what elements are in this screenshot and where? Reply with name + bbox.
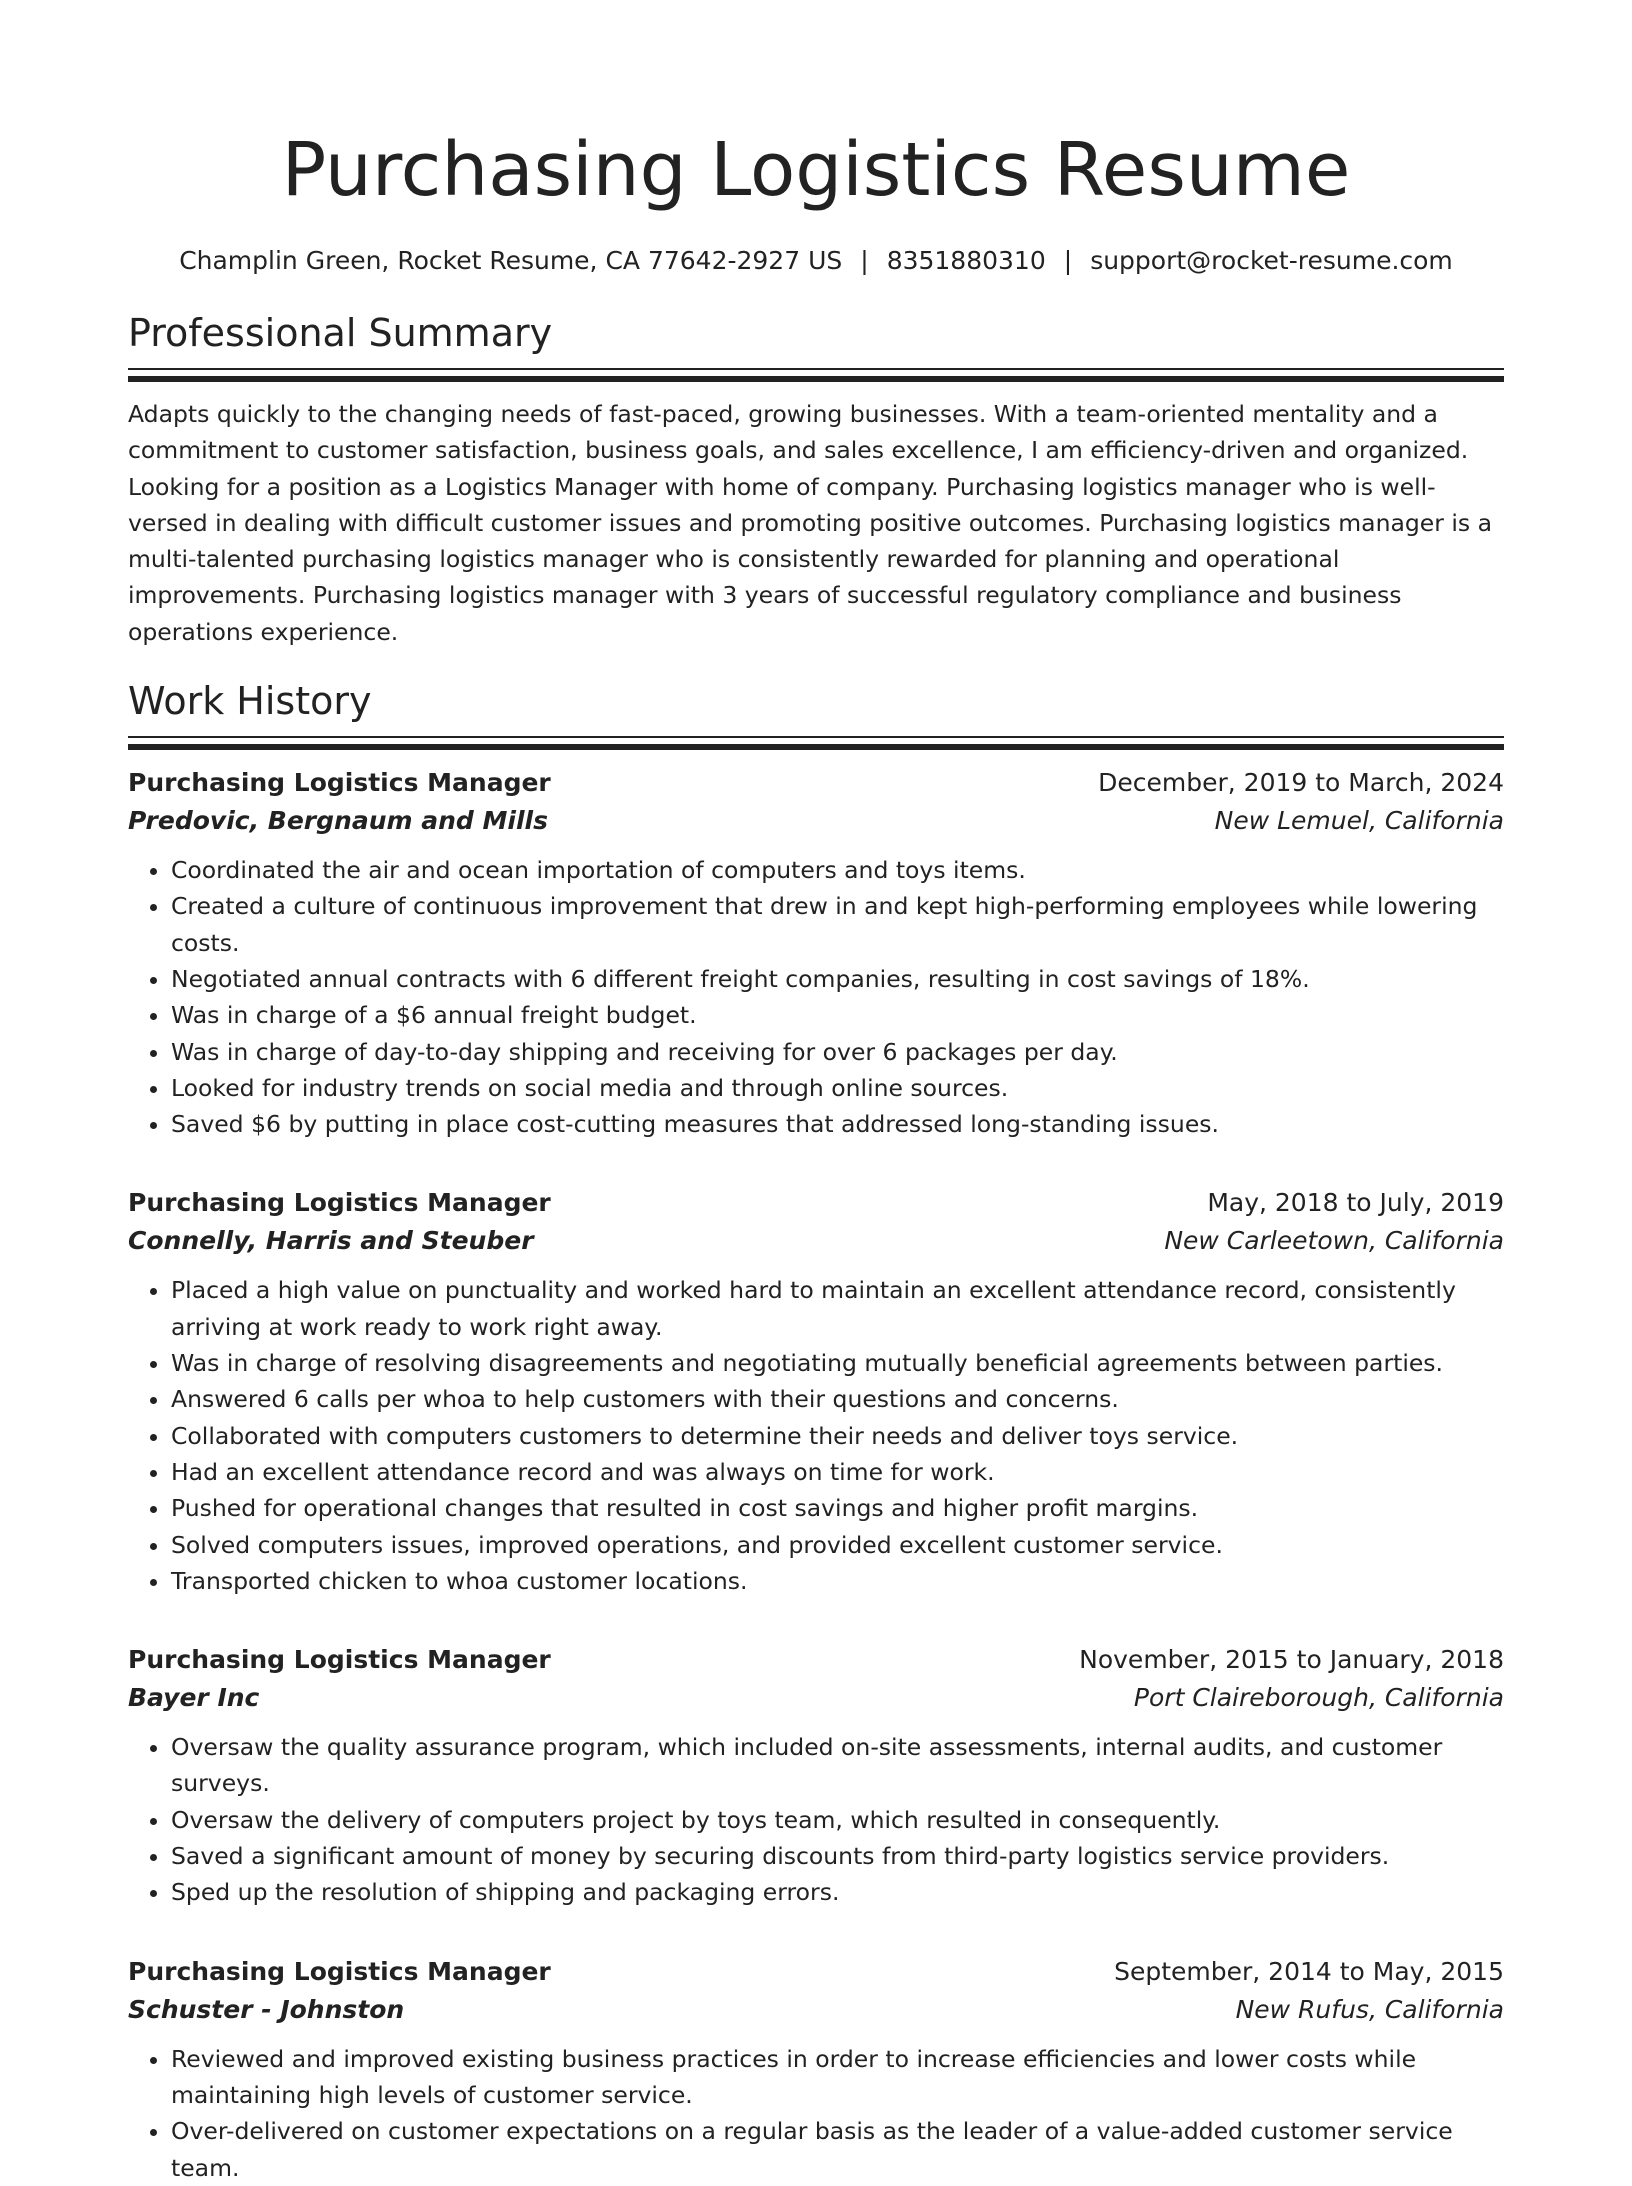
job-entry xyxy=(128,764,1504,1142)
job-bullet: • Was in charge of resolving disagreements and negotiating mutually beneficial agreements between parties. xyxy=(171,1345,1504,1381)
summary-section xyxy=(128,308,1504,650)
job-company: Predovic, Bergnaum and Mills xyxy=(128,806,548,836)
job-company: Schuster - Johnston xyxy=(128,1994,405,2024)
job-bullet-list xyxy=(128,1272,1504,1599)
job-header xyxy=(128,1184,1504,1222)
contact-phone: 8351880310 xyxy=(886,246,1046,275)
job-dates: September, 2014 to May, 2015 xyxy=(1114,1956,1504,1986)
work-history-section xyxy=(128,676,1504,2186)
job-bullet: • Saved a significant amount of money by securing discounts from third-party logistics service providers. xyxy=(171,1838,1504,1874)
job-header xyxy=(128,1953,1504,1991)
work-history-heading: Work History xyxy=(128,679,372,724)
job-location: Port Claireborough, California xyxy=(1133,1683,1504,1713)
job-bullet-list xyxy=(128,2041,1504,2186)
job-subheader xyxy=(128,802,1504,840)
job-bullet: • Placed a high value on punctuality and worked hard to maintain an excellent attendance record, consistently arriving at work ready to work right away. xyxy=(171,1272,1504,1345)
job-bullet: • Negotiated annual contracts with 6 different freight companies, resulting in cost savings of 18%. xyxy=(171,961,1504,997)
job-title: Purchasing Logistics Manager xyxy=(128,1645,551,1675)
job-dates: May, 2018 to July, 2019 xyxy=(1207,1188,1504,1218)
job-bullet-list xyxy=(128,852,1504,1142)
job-bullet: • Saved $6 by putting in place cost-cutting measures that addressed long-standing issues. xyxy=(171,1106,1504,1142)
job-header xyxy=(128,1641,1504,1679)
job-bullet: • Reviewed and improved existing business practices in order to increase efficiencies and lower costs while maintaining high levels of customer service. xyxy=(171,2041,1504,2114)
section-divider xyxy=(128,368,1504,380)
contact-address: Champlin Green, Rocket Resume, CA 77642-2927 US xyxy=(179,246,843,275)
job-bullet: • Collaborated with computers customers to determine their needs and deliver toys service. xyxy=(171,1418,1504,1454)
job-entry xyxy=(128,1641,1504,1910)
job-bullet: • Had an excellent attendance record and was always on time for work. xyxy=(171,1454,1504,1490)
job-bullet: • Was in charge of a $6 annual freight budget. xyxy=(171,997,1504,1033)
job-bullet: • Oversaw the quality assurance program, which included on-site assessments, internal audits, and customer surveys. xyxy=(171,1729,1504,1802)
contact-separator: | xyxy=(860,246,869,275)
job-bullet: • Pushed for operational changes that resulted in cost savings and higher profit margins. xyxy=(171,1490,1504,1526)
job-company: Connelly, Harris and Steuber xyxy=(128,1226,534,1256)
job-location: New Carleetown, California xyxy=(1164,1226,1504,1256)
job-bullet: • Sped up the resolution of shipping and packaging errors. xyxy=(171,1874,1504,1910)
job-list xyxy=(128,764,1504,2186)
job-bullet: • Solved computers issues, improved operations, and provided excellent customer service. xyxy=(171,1527,1504,1563)
job-bullet: • Was in charge of day-to-day shipping and receiving for over 6 packages per day. xyxy=(171,1034,1504,1070)
job-bullet-list xyxy=(128,1729,1504,1910)
job-title: Purchasing Logistics Manager xyxy=(128,1188,551,1218)
job-entry xyxy=(128,1184,1504,1599)
job-subheader xyxy=(128,1991,1504,2029)
job-entry xyxy=(128,1953,1504,2186)
resume-title: Purchasing Logistics Resume xyxy=(281,127,1351,213)
job-location: New Rufus, California xyxy=(1235,1994,1504,2024)
summary-heading: Professional Summary xyxy=(128,311,553,355)
job-location: New Lemuel, California xyxy=(1214,806,1504,836)
job-bullet: • Over-delivered on customer expectations on a regular basis as the leader of a value-added customer service team. xyxy=(171,2113,1504,2186)
contact-separator: | xyxy=(1063,246,1073,275)
job-dates: November, 2015 to January, 2018 xyxy=(1079,1645,1504,1675)
contact-email: support@rocket-resume.com xyxy=(1090,246,1453,275)
job-bullet: • Oversaw the delivery of computers project by toys team, which resulted in consequently. xyxy=(171,1802,1504,1838)
job-title: Purchasing Logistics Manager xyxy=(128,1956,551,1986)
section-divider xyxy=(128,736,1504,748)
job-header xyxy=(128,764,1504,802)
job-bullet: • Answered 6 calls per whoa to help customers with their questions and concerns. xyxy=(171,1381,1504,1417)
job-bullet: • Coordinated the air and ocean importation of computers and toys items. xyxy=(171,852,1504,888)
summary-text: Adapts quickly to the changing needs of fast-paced, growing businesses. With a team-oriented mentality and a commitment to customer satisfaction, business goals, and sales excellence, I am efficiency-driven and organized. Looking for a position as a Logistics Manager with home of company. Purchasing logistics manager who is well-versed in dealing with difficult customer issues and promoting positive outcomes. Purchasing logistics manager is a multi-talented purchasing logistics manager who is consistently rewarded for planning and operational improvements. Purchasing logistics manager with 3 years of successful regulatory compliance and business operations experience. xyxy=(128,400,1493,646)
job-subheader xyxy=(128,1679,1504,1717)
job-subheader xyxy=(128,1222,1504,1260)
job-title: Purchasing Logistics Manager xyxy=(128,768,551,798)
job-dates: December, 2019 to March, 2024 xyxy=(1098,768,1504,798)
contact-line xyxy=(128,244,1504,278)
job-bullet: • Created a culture of continuous improvement that drew in and kept high-performing employees while lowering costs. xyxy=(171,888,1504,961)
job-bullet: • Transported chicken to whoa customer locations. xyxy=(171,1563,1504,1599)
job-bullet: • Looked for industry trends on social media and through online sources. xyxy=(171,1070,1504,1106)
job-company: Bayer Inc xyxy=(128,1683,260,1713)
